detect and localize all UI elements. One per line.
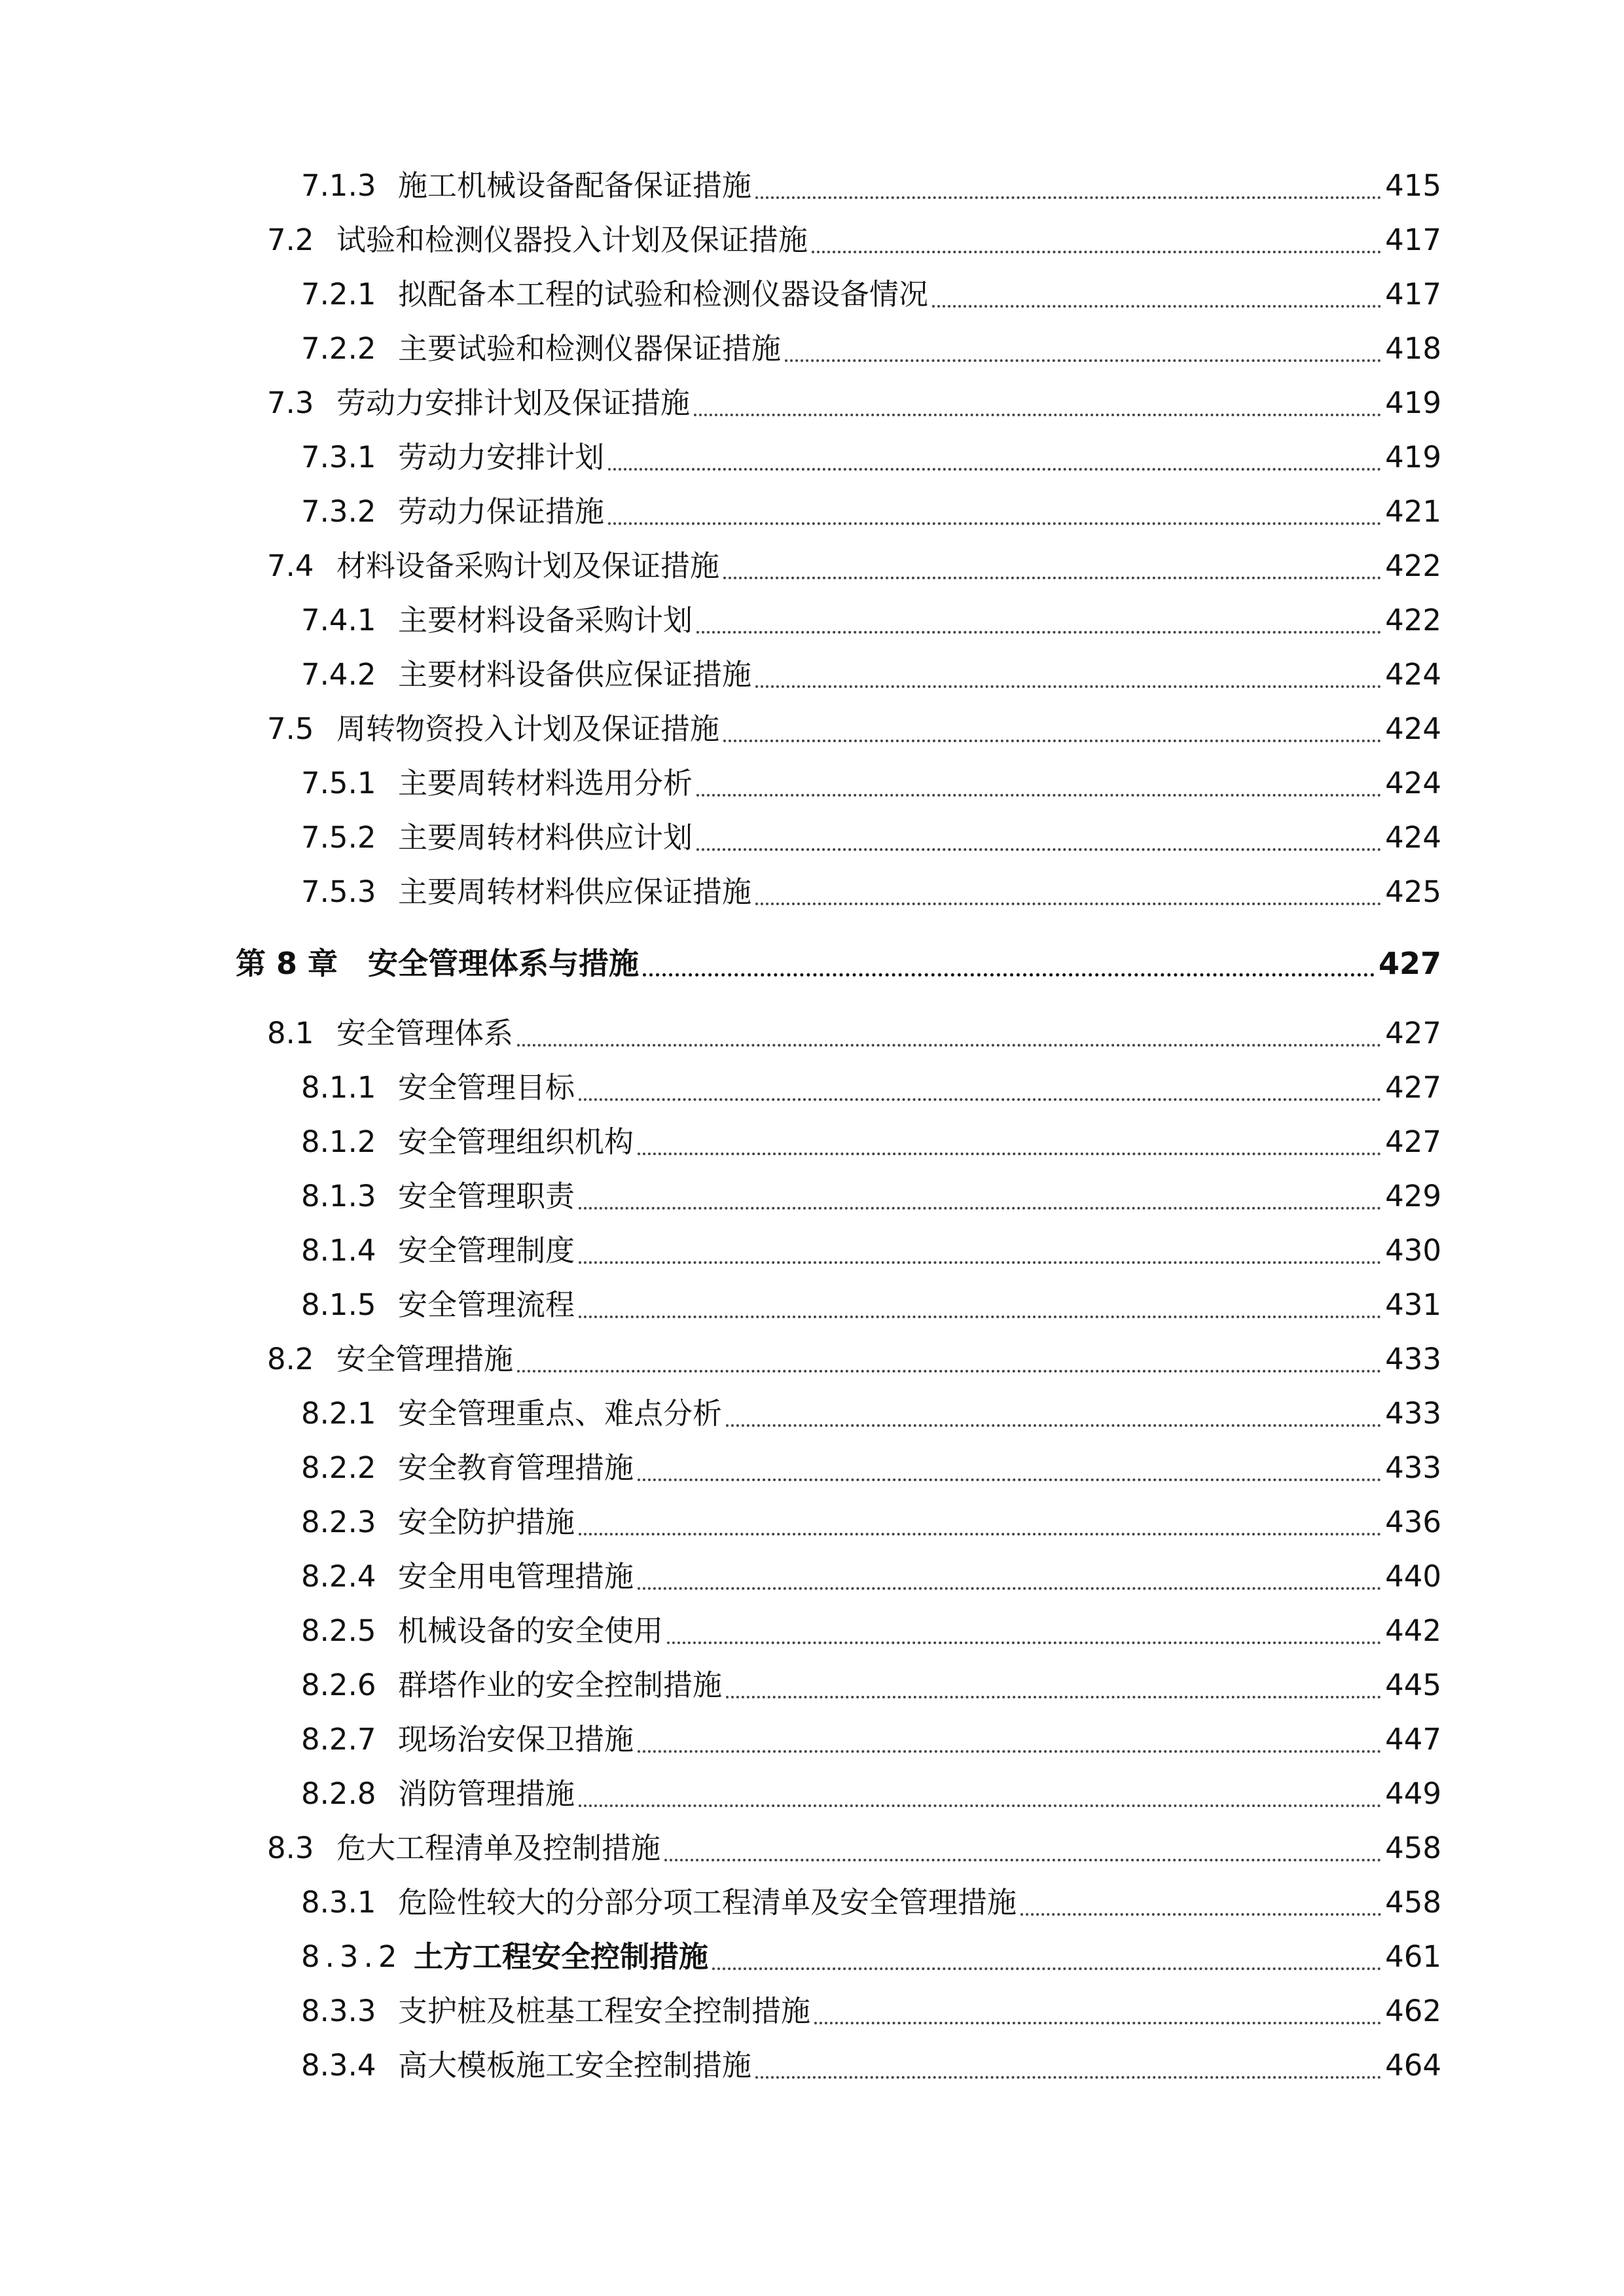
- toc-number: 8.3.1: [301, 1885, 376, 1920]
- toc-entry-7-3-2[interactable]: [301, 488, 1441, 535]
- toc-page-number: 458: [1385, 1831, 1441, 1865]
- toc-title: 主要周转材料选用分析: [398, 766, 693, 800]
- toc-dot-leader: [723, 577, 1381, 579]
- toc-number: 7.4: [267, 548, 314, 583]
- toc-number: 7.5.2: [301, 820, 376, 855]
- toc-dot-leader: [696, 848, 1381, 851]
- toc-title: 劳动力安排计划及保证措施: [336, 386, 691, 420]
- toc-page-number: 445: [1385, 1668, 1441, 1702]
- toc-dot-leader: [579, 1261, 1381, 1264]
- toc-dot-leader: [664, 1859, 1381, 1861]
- toc-title: 消防管理措施: [398, 1776, 575, 1811]
- toc-number: 7.2.1: [301, 277, 376, 312]
- toc-dot-leader: [694, 414, 1381, 416]
- toc-number: 8.1.5: [301, 1287, 376, 1322]
- toc-entry-8-1-3[interactable]: [301, 1173, 1441, 1220]
- toc-number: 7.1.3: [301, 168, 376, 203]
- toc-title: 安全教育管理措施: [398, 1450, 634, 1485]
- toc-number: 7.2: [267, 223, 314, 257]
- toc-number: 8.3.3: [301, 1994, 376, 2028]
- toc-title: 安全管理重点、难点分析: [398, 1396, 723, 1431]
- toc-entry-8-3-1[interactable]: [301, 1879, 1441, 1926]
- toc-page-number: 436: [1385, 1505, 1441, 1539]
- toc-entry-8-2-7[interactable]: [301, 1716, 1441, 1763]
- toc-number: 8.2: [267, 1342, 314, 1376]
- toc-dot-leader: [579, 1533, 1381, 1535]
- toc-entry-7-4-1[interactable]: [301, 597, 1441, 644]
- toc-title: 安全用电管理措施: [398, 1559, 634, 1594]
- toc-title: 安全防护措施: [398, 1505, 575, 1539]
- toc-entry-7-4[interactable]: [267, 543, 1441, 590]
- toc-page-number: 464: [1385, 2048, 1441, 2083]
- toc-dot-leader: [1020, 1913, 1381, 1916]
- toc-page-number: 417: [1385, 223, 1441, 257]
- toc-title: 安全管理措施: [336, 1342, 514, 1376]
- toc-page-number: 419: [1385, 386, 1441, 420]
- toc-number: 7.3: [267, 386, 314, 420]
- toc-number: 8.1: [267, 1016, 314, 1050]
- toc-dot-leader: [638, 1587, 1381, 1590]
- toc-number: 8.1.2: [301, 1124, 376, 1159]
- toc-page-number: 427: [1385, 1016, 1441, 1050]
- toc-dot-leader: [812, 251, 1381, 253]
- toc-number: 8.2.6: [301, 1668, 376, 1702]
- toc-title: 安全管理制度: [398, 1233, 575, 1268]
- toc-entry-8-3-2[interactable]: [301, 1933, 1441, 1981]
- toc-page-number: 425: [1385, 874, 1441, 909]
- toc-entry-7-3-1[interactable]: [301, 434, 1441, 481]
- toc-title: 机械设备的安全使用: [398, 1613, 664, 1648]
- toc-page-number: 462: [1385, 1994, 1441, 2028]
- toc-entry-8-1-1[interactable]: [301, 1064, 1441, 1111]
- toc-dot-leader: [755, 2076, 1381, 2079]
- toc-entry-8-1-5[interactable]: [301, 1282, 1441, 1329]
- toc-page-number: 427: [1385, 1070, 1441, 1105]
- toc-title: 支护桩及桩基工程安全控制措施: [398, 1994, 811, 2028]
- toc-dot-leader: [712, 1967, 1381, 1970]
- toc-dot-leader: [638, 1479, 1381, 1481]
- toc-entry-8-2-1[interactable]: [301, 1390, 1441, 1437]
- toc-page-number: 427: [1378, 946, 1441, 981]
- toc-entry-7-2-2[interactable]: [301, 325, 1441, 372]
- toc-title: 试验和检测仪器投入计划及保证措施: [336, 223, 808, 257]
- toc-number: 7.4.1: [301, 603, 376, 637]
- toc-number: 8.2.8: [301, 1776, 376, 1811]
- toc-page-number: 421: [1385, 494, 1441, 529]
- toc-title: 土方工程安全控制措施: [414, 1939, 709, 1974]
- toc-dot-leader: [755, 196, 1381, 199]
- toc-title: 主要周转材料供应计划: [398, 820, 693, 855]
- toc-dot-leader: [696, 631, 1381, 634]
- toc-entry-8-1-2[interactable]: [301, 1119, 1441, 1166]
- toc-entry-7-3[interactable]: [267, 380, 1441, 427]
- toc-title: 施工机械设备配备保证措施: [398, 168, 752, 203]
- toc-page-number: 419: [1385, 440, 1441, 475]
- toc-title: 群塔作业的安全控制措施: [398, 1668, 723, 1702]
- toc-dot-leader: [517, 1044, 1381, 1047]
- toc-page-number: 433: [1385, 1396, 1441, 1431]
- toc-entry-7-2-1[interactable]: [301, 271, 1441, 318]
- toc-entry-8-2-8[interactable]: [301, 1770, 1441, 1818]
- toc-dot-leader: [608, 468, 1381, 471]
- toc-page-number: 415: [1385, 168, 1441, 203]
- toc-page-number: 430: [1385, 1233, 1441, 1268]
- toc-title: 劳动力保证措施: [398, 494, 605, 529]
- toc-entry-7-1-3[interactable]: [301, 162, 1441, 209]
- toc-number: 7.2.2: [301, 331, 376, 366]
- toc-number: 8.2.2: [301, 1450, 376, 1485]
- toc-page-number: 461: [1385, 1939, 1441, 1974]
- toc-entry-8-3-4[interactable]: [301, 2042, 1441, 2089]
- toc-number: 8.2.7: [301, 1722, 376, 1757]
- toc-dot-leader: [579, 1316, 1381, 1318]
- toc-chapter-number: 第 8 章: [236, 946, 338, 981]
- toc-chapter-title: 安全管理体系与措施: [368, 946, 639, 981]
- toc-entry-8-2-5[interactable]: [301, 1607, 1441, 1655]
- toc-entry-7-4-2[interactable]: [301, 651, 1441, 698]
- toc-title: 周转物资投入计划及保证措施: [336, 711, 720, 746]
- toc-page-number: 424: [1385, 766, 1441, 800]
- toc-dot-leader: [579, 1207, 1381, 1210]
- toc-title: 现场治安保卫措施: [398, 1722, 634, 1757]
- toc-dot-leader: [638, 1750, 1381, 1753]
- toc-page-number: 447: [1385, 1722, 1441, 1757]
- toc-entry-7-2[interactable]: [267, 217, 1441, 264]
- toc-dot-leader: [726, 1696, 1381, 1698]
- toc-number: 8.2.5: [301, 1613, 376, 1648]
- toc-page-number: 424: [1385, 711, 1441, 746]
- toc-entry-7-5-3[interactable]: [301, 869, 1441, 916]
- toc-entry-chapter-8[interactable]: [236, 940, 1441, 987]
- toc-title: 主要周转材料供应保证措施: [398, 874, 752, 909]
- toc-number: 7.5.1: [301, 766, 376, 800]
- toc-number: 7.5: [267, 711, 314, 746]
- toc-title: 安全管理体系: [336, 1016, 514, 1050]
- toc-title: 危险性较大的分部分项工程清单及安全管理措施: [398, 1885, 1017, 1920]
- toc-page-number: 422: [1385, 603, 1441, 637]
- toc-dot-leader: [579, 1098, 1381, 1101]
- toc-number: 8.2.1: [301, 1396, 376, 1431]
- toc-entry-7-5[interactable]: [267, 706, 1441, 753]
- toc-page-number: 440: [1385, 1559, 1441, 1594]
- toc-number: 8.2.3: [301, 1505, 376, 1539]
- toc-entry-7-5-2[interactable]: [301, 814, 1441, 861]
- toc-entry-8-2-3[interactable]: [301, 1499, 1441, 1546]
- toc-title: 拟配备本工程的试验和检测仪器设备情况: [398, 277, 929, 312]
- toc-title: 安全管理组织机构: [398, 1124, 634, 1159]
- toc-number: 8.1.4: [301, 1233, 376, 1268]
- toc-number: 8.3.2: [301, 1939, 403, 1974]
- toc-page-number: 433: [1385, 1450, 1441, 1485]
- toc-dot-leader: [643, 973, 1375, 977]
- toc-number: 7.3.1: [301, 440, 376, 475]
- toc-dot-leader: [579, 1804, 1381, 1807]
- toc-page-number: 429: [1385, 1179, 1441, 1213]
- toc-title: 劳动力安排计划: [398, 440, 605, 475]
- toc-entry-8-3[interactable]: [267, 1825, 1441, 1872]
- toc-dot-leader: [608, 522, 1381, 525]
- toc-page-number: 449: [1385, 1776, 1441, 1811]
- toc-dot-leader: [723, 740, 1381, 742]
- toc-entry-8-2-6[interactable]: [301, 1662, 1441, 1709]
- toc-entry-8-1-4[interactable]: [301, 1227, 1441, 1274]
- toc-dot-leader: [726, 1424, 1381, 1427]
- toc-number: 8.2.4: [301, 1559, 376, 1594]
- toc-entry-8-2-4[interactable]: [301, 1553, 1441, 1600]
- toc-title: 主要材料设备采购计划: [398, 603, 693, 637]
- toc-page-number: 427: [1385, 1124, 1441, 1159]
- toc-number: 7.3.2: [301, 494, 376, 529]
- toc-dot-leader: [755, 903, 1381, 905]
- toc-title: 主要试验和检测仪器保证措施: [398, 331, 782, 366]
- toc-dot-leader: [667, 1641, 1381, 1644]
- toc-page-number: 424: [1385, 820, 1441, 855]
- toc-page-number: 417: [1385, 277, 1441, 312]
- toc-page-number: 442: [1385, 1613, 1441, 1648]
- toc-dot-leader: [638, 1153, 1381, 1155]
- toc-page-number: 458: [1385, 1885, 1441, 1920]
- toc-title: 主要材料设备供应保证措施: [398, 657, 752, 692]
- toc-title: 高大模板施工安全控制措施: [398, 2048, 752, 2083]
- toc-page-number: 431: [1385, 1287, 1441, 1322]
- toc-title: 材料设备采购计划及保证措施: [336, 548, 720, 583]
- toc-number: 8.3: [267, 1831, 314, 1865]
- toc-dot-leader: [517, 1370, 1381, 1372]
- toc-entry-8-2-2[interactable]: [301, 1444, 1441, 1492]
- toc-dot-leader: [755, 685, 1381, 688]
- toc-dot-leader: [814, 2022, 1381, 2024]
- toc-entry-8-3-3[interactable]: [301, 1988, 1441, 2035]
- toc-title: 安全管理职责: [398, 1179, 575, 1213]
- toc-title: 危大工程清单及控制措施: [336, 1831, 661, 1865]
- toc-title: 安全管理流程: [398, 1287, 575, 1322]
- toc-entry-8-1[interactable]: [267, 1010, 1441, 1057]
- toc-page-number: 424: [1385, 657, 1441, 692]
- toc-number: 8.1.1: [301, 1070, 376, 1105]
- toc-dot-leader: [932, 305, 1381, 308]
- toc-number: 8.3.4: [301, 2048, 376, 2083]
- toc-number: 7.4.2: [301, 657, 376, 692]
- toc-page-number: 422: [1385, 548, 1441, 583]
- toc-title: 安全管理目标: [398, 1070, 575, 1105]
- toc-page-number: 418: [1385, 331, 1441, 366]
- toc-dot-leader: [696, 794, 1381, 797]
- toc-page-number: 433: [1385, 1342, 1441, 1376]
- toc-entry-8-2[interactable]: [267, 1336, 1441, 1383]
- toc-dot-leader: [785, 359, 1381, 362]
- toc-number: 7.5.3: [301, 874, 376, 909]
- toc-entry-7-5-1[interactable]: [301, 760, 1441, 807]
- toc-number: 8.1.3: [301, 1179, 376, 1213]
